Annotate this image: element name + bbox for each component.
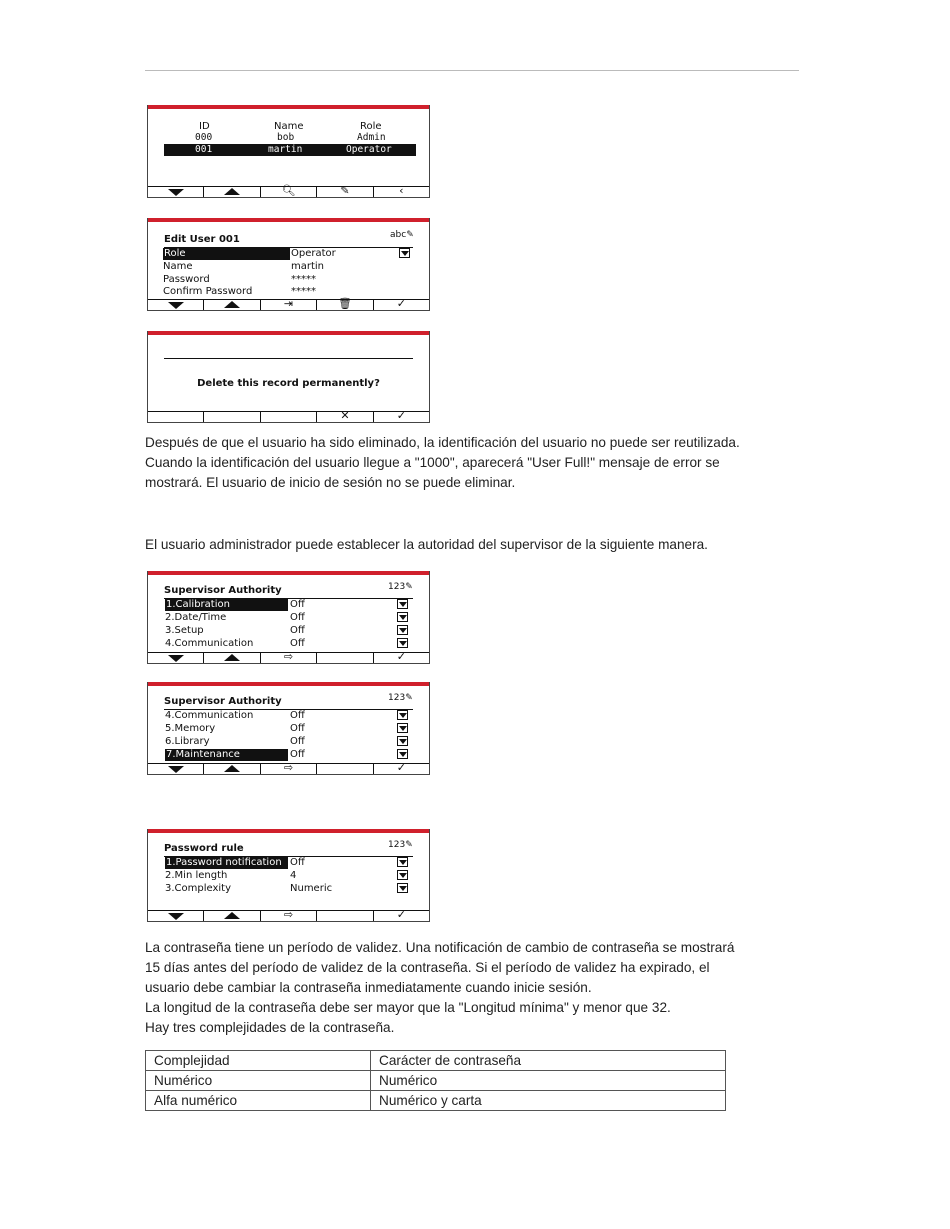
text-line: La longitud de la contraseña debe ser mayor que la "Longitud mínima" y menor que 32. (145, 1000, 671, 1015)
empty-softkey (204, 412, 260, 422)
enter-button[interactable] (261, 297, 317, 310)
table-header-cell: Carácter de contraseña (371, 1051, 726, 1071)
softkey-bar (148, 763, 429, 774)
input-mode-indicator: abc✎ (390, 230, 414, 240)
empty-softkey (317, 911, 373, 921)
text-line: Cuando la identificación del usuario llegue a "1000", aparecerá "User Full!" mensaje de error se (145, 455, 720, 470)
pencil-icon: ✎ (406, 230, 414, 240)
table-header-cell: Complejidad (146, 1051, 371, 1071)
delete-icon: 🗑︎ (337, 297, 352, 310)
x-icon: ✕ (340, 409, 350, 422)
dialog-divider (164, 358, 413, 359)
table-cell: Numérico (146, 1071, 371, 1091)
arrow-up-icon (224, 912, 240, 919)
paragraph-user-deletion (145, 433, 805, 493)
user-name: martin (268, 144, 303, 155)
up-button[interactable] (204, 187, 260, 197)
dropdown-icon[interactable] (397, 857, 408, 867)
up-button[interactable] (204, 911, 260, 921)
dropdown-icon[interactable] (397, 625, 408, 635)
complexity-table (145, 1050, 726, 1111)
softkey-bar (148, 299, 429, 310)
back-button[interactable] (374, 184, 429, 197)
dropdown-icon[interactable] (397, 599, 408, 609)
dropdown-icon[interactable] (397, 723, 408, 733)
check-icon: ✓ (396, 650, 406, 663)
setting-value[interactable]: Off (290, 638, 305, 649)
dropdown-icon[interactable] (397, 883, 408, 893)
field-label-confirm-password: Confirm Password (163, 286, 253, 297)
setting-password-notification[interactable]: 1.Password notification (165, 857, 288, 869)
softkey-bar (148, 652, 429, 663)
arrow-down-icon (168, 189, 184, 196)
confirm-button[interactable] (374, 650, 429, 663)
screen-top-bar (148, 105, 429, 109)
setting-value[interactable]: 4 (290, 870, 297, 881)
table-cell: Alfa numérico (146, 1091, 371, 1111)
empty-softkey (261, 412, 317, 422)
setting-value[interactable]: Off (290, 599, 305, 610)
down-button[interactable] (148, 300, 204, 310)
dropdown-icon[interactable] (397, 638, 408, 648)
enter-icon: ⇨ (283, 908, 294, 921)
down-button[interactable] (148, 764, 204, 774)
input-mode-indicator: 123✎ (388, 693, 413, 703)
dropdown-icon[interactable] (399, 248, 410, 258)
dialog-message: Delete this record permanently? (197, 378, 380, 389)
back-icon: ‹ (399, 184, 404, 197)
edit-user-screen (147, 218, 430, 311)
field-label-name: Name (163, 261, 193, 272)
dropdown-icon[interactable] (397, 736, 408, 746)
setting-library[interactable]: 6.Library (165, 736, 210, 747)
text-line: 15 días antes del período de validez de la contraseña. Si el período de validez ha expirado, el (145, 960, 710, 975)
up-button[interactable] (204, 764, 260, 774)
table-cell: Numérico (371, 1071, 726, 1091)
check-icon: ✓ (396, 297, 406, 310)
pencil-icon: ✎ (405, 840, 413, 850)
user-role: Admin (357, 132, 386, 143)
enter-icon: ⇨ (283, 650, 294, 663)
screen-title: Password rule (164, 843, 244, 854)
dropdown-icon[interactable] (397, 612, 408, 622)
arrow-up-icon (224, 188, 240, 195)
field-value-confirm-password[interactable]: ***** (291, 286, 316, 297)
search-icon: 🔍︎ (281, 184, 296, 197)
softkey-bar (148, 186, 429, 197)
setting-setup[interactable]: 3.Setup (165, 625, 204, 636)
dropdown-icon[interactable] (397, 710, 408, 720)
pencil-icon: ✎ (405, 582, 413, 592)
screen-title: Edit User 001 (164, 234, 240, 245)
paragraph-password-rules (145, 938, 805, 1038)
setting-value[interactable]: Numeric (290, 883, 333, 894)
text-line: usuario debe cambiar la contraseña inmediatamente cuando inicie sesión. (145, 980, 592, 995)
table-row (146, 1091, 726, 1111)
screen-title: Supervisor Authority (164, 696, 282, 707)
field-value-name[interactable]: martin (291, 261, 325, 272)
table-row (146, 1071, 726, 1091)
password-rule-screen (147, 829, 430, 922)
paragraph-supervisor-intro: El usuario administrador puede establecer la autoridad del supervisor de la siguiente manera. (145, 537, 708, 552)
field-label-role[interactable]: Role (163, 248, 290, 260)
user-name: bob (277, 132, 295, 143)
screen-top-bar (148, 218, 429, 222)
screen-top-bar (148, 571, 429, 575)
field-label-password: Password (163, 274, 210, 285)
table-header-row (146, 1051, 726, 1071)
search-button[interactable] (261, 184, 317, 197)
text-line: Hay tres complejidades de la contraseña. (145, 1020, 395, 1035)
dropdown-icon[interactable] (397, 749, 408, 759)
confirm-button[interactable] (374, 908, 429, 921)
header-rule (145, 70, 799, 71)
setting-value[interactable]: Off (290, 625, 305, 636)
empty-softkey (148, 412, 204, 422)
arrow-down-icon (168, 766, 184, 773)
arrow-down-icon (168, 913, 184, 920)
text-line: mostrará. El usuario de inicio de sesión no se puede eliminar. (145, 475, 516, 490)
setting-value[interactable]: Off (290, 736, 305, 747)
setting-value[interactable]: Off (290, 857, 305, 868)
delete-confirm-screen (147, 331, 430, 423)
col-role-header: Role (360, 121, 382, 132)
user-role: Operator (346, 144, 392, 155)
setting-complexity[interactable]: 3.Complexity (165, 883, 232, 894)
setting-communication[interactable]: 4.Communication (165, 710, 254, 721)
setting-value[interactable]: Off (290, 612, 305, 623)
check-icon: ✓ (396, 761, 406, 774)
arrow-up-icon (224, 301, 240, 308)
input-mode-indicator: 123✎ (388, 582, 413, 592)
edit-button[interactable] (317, 184, 373, 197)
check-icon: ✓ (396, 409, 406, 422)
setting-communication[interactable]: 4.Communication (165, 638, 254, 649)
edit-icon: ✎ (340, 184, 350, 197)
delete-button[interactable] (317, 297, 373, 310)
text-line: Después de que el usuario ha sido eliminado, la identificación del usuario no puede ser reutilizada. (145, 435, 740, 450)
enter-button[interactable] (261, 650, 317, 663)
supervisor-authority-screen-1 (147, 571, 430, 664)
confirm-button[interactable] (374, 297, 429, 310)
up-button[interactable] (204, 300, 260, 310)
check-icon: ✓ (396, 908, 406, 921)
setting-value[interactable]: Off (290, 749, 305, 760)
field-value-password[interactable]: ***** (291, 274, 316, 285)
input-mode-indicator: 123✎ (388, 840, 413, 850)
empty-softkey (317, 764, 373, 774)
screen-top-bar (148, 682, 429, 686)
softkey-bar (148, 910, 429, 921)
arrow-down-icon (168, 302, 184, 309)
col-name-header: Name (274, 121, 304, 132)
table-cell: Numérico y carta (371, 1091, 726, 1111)
setting-value[interactable]: Off (290, 723, 305, 734)
text-line: La contraseña tiene un período de validez. Una notificación de cambio de contraseña se mostrará (145, 940, 735, 955)
user-id: 001 (195, 144, 213, 155)
setting-memory[interactable]: 5.Memory (165, 723, 216, 734)
setting-value[interactable]: Off (290, 710, 305, 721)
user-id: 000 (195, 132, 213, 143)
enter-button[interactable] (261, 761, 317, 774)
setting-date-time[interactable]: 2.Date/Time (165, 612, 227, 623)
empty-softkey (317, 653, 373, 663)
col-id-header: ID (199, 121, 210, 132)
user-row-selected[interactable] (164, 144, 416, 156)
arrow-down-icon (168, 655, 184, 662)
cancel-button[interactable] (317, 409, 373, 422)
field-value-role[interactable]: Operator (291, 248, 336, 259)
setting-maintenance[interactable]: 7.Maintenance (165, 749, 288, 761)
supervisor-authority-screen-2 (147, 682, 430, 775)
up-button[interactable] (204, 653, 260, 663)
dropdown-icon[interactable] (397, 870, 408, 880)
screen-top-bar (148, 331, 429, 335)
arrow-up-icon (224, 765, 240, 772)
confirm-button[interactable] (374, 409, 429, 422)
enter-icon: ⇥ (283, 297, 294, 310)
setting-calibration[interactable]: 1.Calibration (165, 599, 288, 611)
down-button[interactable] (148, 187, 204, 197)
user-row[interactable] (164, 132, 416, 143)
arrow-up-icon (224, 654, 240, 661)
screen-title: Supervisor Authority (164, 585, 282, 596)
enter-icon: ⇨ (283, 761, 294, 774)
user-list-screen (147, 105, 430, 198)
setting-min-length[interactable]: 2.Min length (165, 870, 228, 881)
pencil-icon: ✎ (405, 693, 413, 703)
enter-button[interactable] (261, 908, 317, 921)
screen-top-bar (148, 829, 429, 833)
down-button[interactable] (148, 653, 204, 663)
softkey-bar (148, 411, 429, 422)
down-button[interactable] (148, 911, 204, 921)
confirm-button[interactable] (374, 761, 429, 774)
